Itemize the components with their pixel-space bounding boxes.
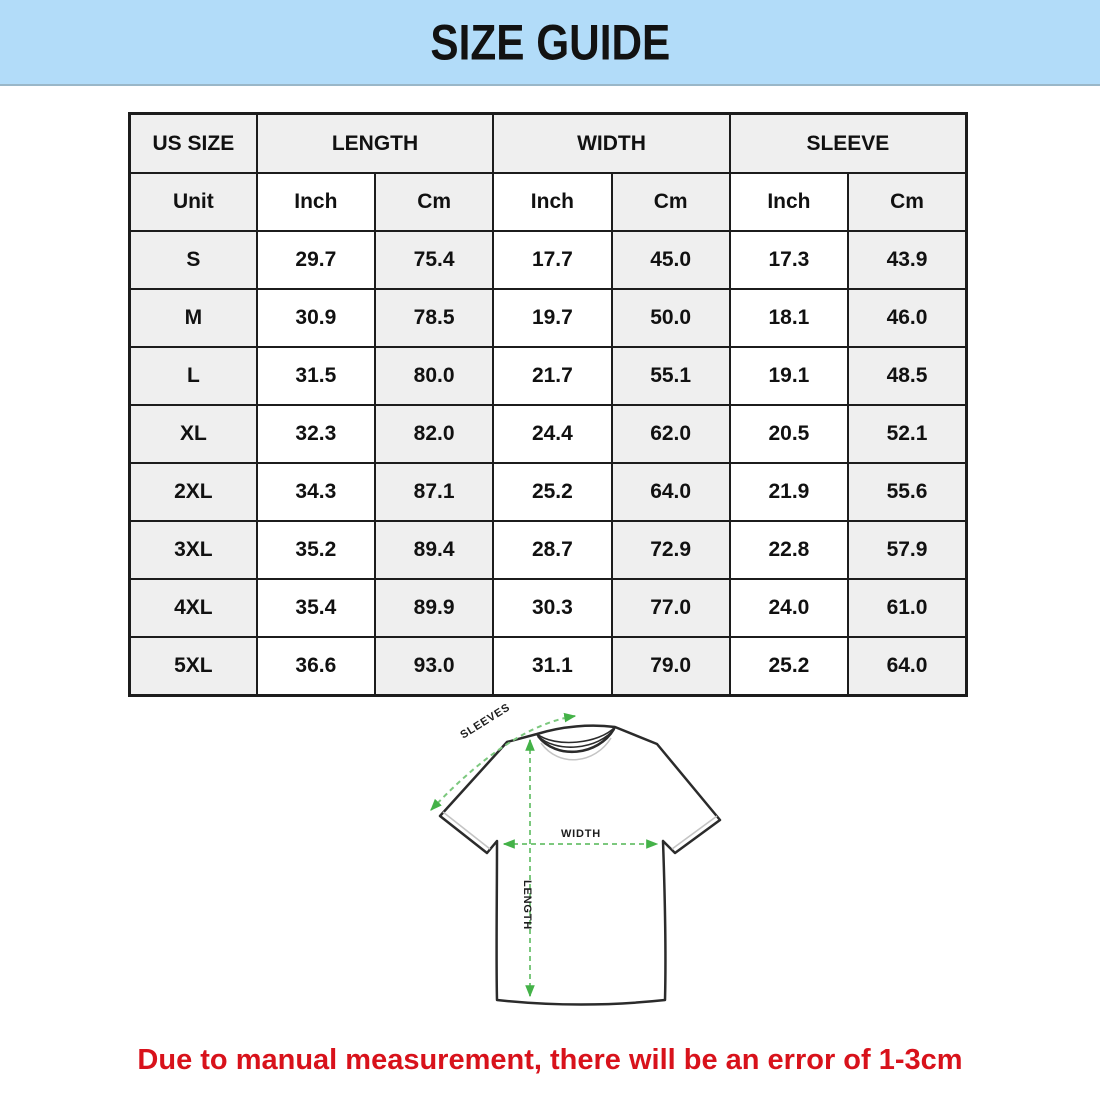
measurement-cell: 21.9 [730, 463, 848, 521]
table-row [130, 289, 967, 347]
header-width: WIDTH [493, 114, 730, 174]
measurement-cell: 77.0 [612, 579, 730, 637]
tshirt-outline-icon [440, 726, 720, 1005]
measurement-cell: 35.2 [257, 521, 375, 579]
measurement-cell: 80.0 [375, 347, 493, 405]
size-cell: M [130, 289, 257, 347]
measurement-cell: 45.0 [612, 231, 730, 289]
table-row [130, 347, 967, 405]
measurement-cell: 89.9 [375, 579, 493, 637]
size-cell: 3XL [130, 521, 257, 579]
measurement-cell: 93.0 [375, 637, 493, 696]
header-length: LENGTH [257, 114, 494, 174]
measurement-cell: 25.2 [730, 637, 848, 696]
unit-cell: Inch [257, 173, 375, 231]
length-label: LENGTH [521, 880, 533, 931]
measurement-cell: 82.0 [375, 405, 493, 463]
table-row [130, 579, 967, 637]
sleeves-label: SLEEVES [458, 701, 513, 742]
size-guide-table [128, 112, 968, 697]
measurement-cell: 87.1 [375, 463, 493, 521]
measurement-cell: 31.1 [493, 637, 611, 696]
header-us-size: US SIZE [130, 114, 257, 174]
width-label: WIDTH [560, 828, 602, 840]
measurement-cell: 46.0 [848, 289, 966, 347]
measurement-cell: 55.6 [848, 463, 966, 521]
measurement-cell: 75.4 [375, 231, 493, 289]
tshirt-measurement-diagram [425, 698, 725, 1018]
measurement-cell: 31.5 [257, 347, 375, 405]
measurement-cell: 52.1 [848, 405, 966, 463]
measurement-cell: 20.5 [730, 405, 848, 463]
measurement-cell: 17.3 [730, 231, 848, 289]
measurement-cell: 22.8 [730, 521, 848, 579]
measurement-cell: 24.4 [493, 405, 611, 463]
unit-label-cell: Unit [130, 173, 257, 231]
measurement-cell: 28.7 [493, 521, 611, 579]
measurement-cell: 50.0 [612, 289, 730, 347]
tshirt-diagram-svg [425, 698, 725, 1018]
unit-cell: Cm [612, 173, 730, 231]
table-row [130, 521, 967, 579]
size-cell: XL [130, 405, 257, 463]
measurement-cell: 62.0 [612, 405, 730, 463]
title-banner [0, 0, 1100, 86]
size-cell: 2XL [130, 463, 257, 521]
measurement-cell: 17.7 [493, 231, 611, 289]
unit-row [130, 173, 967, 231]
measurement-cell: 25.2 [493, 463, 611, 521]
unit-cell: Inch [493, 173, 611, 231]
measurement-cell: 35.4 [257, 579, 375, 637]
measurement-cell: 32.3 [257, 405, 375, 463]
measurement-cell: 78.5 [375, 289, 493, 347]
unit-cell: Cm [848, 173, 966, 231]
size-cell: S [130, 231, 257, 289]
header-sleeve: SLEEVE [730, 114, 967, 174]
measurement-cell: 36.6 [257, 637, 375, 696]
table-row [130, 405, 967, 463]
table-header-row [130, 114, 967, 174]
measurement-error-note: Due to manual measurement, there will be an error of 1-3cm [137, 1044, 963, 1076]
measurement-cell: 79.0 [612, 637, 730, 696]
table-row [130, 637, 967, 696]
measurement-cell: 61.0 [848, 579, 966, 637]
size-cell: L [130, 347, 257, 405]
unit-cell: Cm [375, 173, 493, 231]
size-cell: 5XL [130, 637, 257, 696]
measurement-cell: 34.3 [257, 463, 375, 521]
measurement-cell: 64.0 [848, 637, 966, 696]
measurement-cell: 19.7 [493, 289, 611, 347]
measurement-cell: 19.1 [730, 347, 848, 405]
table-row [130, 463, 967, 521]
table-row [130, 231, 967, 289]
measurement-cell: 29.7 [257, 231, 375, 289]
measurement-cell: 64.0 [612, 463, 730, 521]
measurement-cell: 21.7 [493, 347, 611, 405]
measurement-cell: 89.4 [375, 521, 493, 579]
measurement-cell: 30.9 [257, 289, 375, 347]
page-title: SIZE GUIDE [430, 13, 670, 71]
measurement-cell: 18.1 [730, 289, 848, 347]
measurement-cell: 30.3 [493, 579, 611, 637]
measurement-cell: 72.9 [612, 521, 730, 579]
size-cell: 4XL [130, 579, 257, 637]
measurement-cell: 24.0 [730, 579, 848, 637]
measurement-cell: 43.9 [848, 231, 966, 289]
measurement-cell: 57.9 [848, 521, 966, 579]
unit-cell: Inch [730, 173, 848, 231]
measurement-cell: 48.5 [848, 347, 966, 405]
measurement-cell: 55.1 [612, 347, 730, 405]
